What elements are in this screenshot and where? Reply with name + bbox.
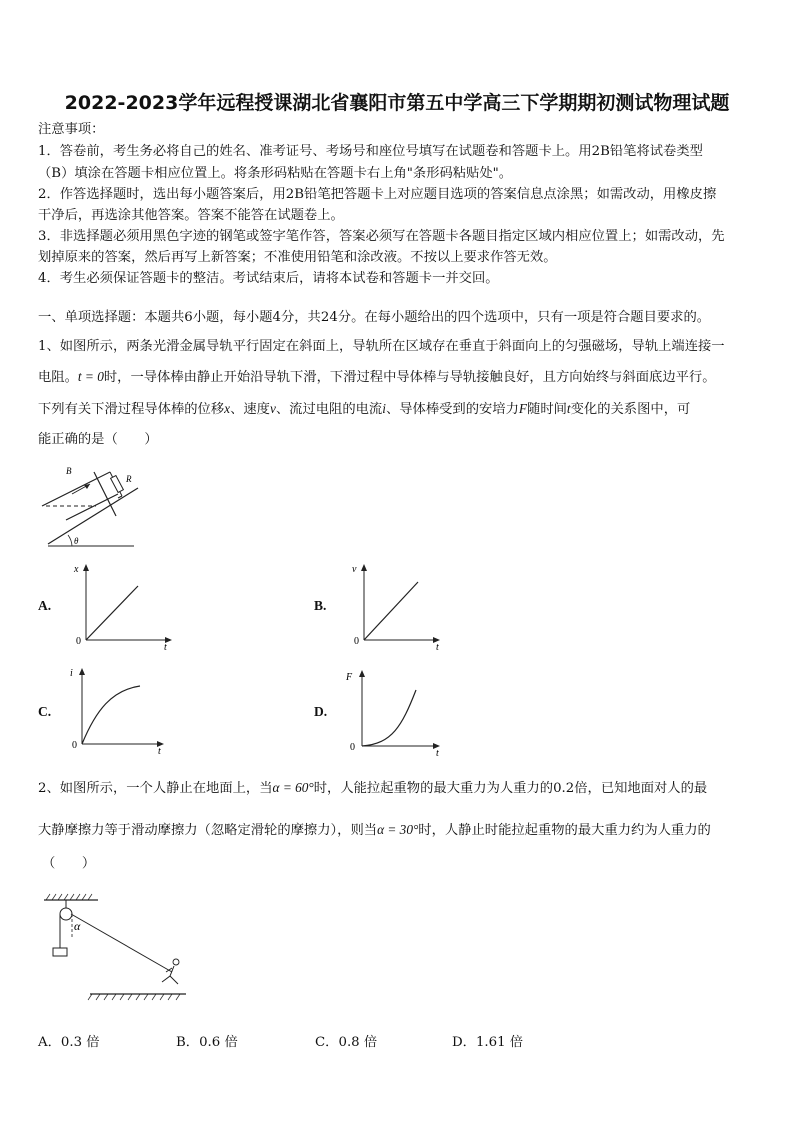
q2-line-2: 大静摩擦力等于滑动摩擦力（忽略定滑轮的摩擦力），则当α = 30°时，人静止时能拉起重物的最大重力约为人重力的	[38, 822, 711, 838]
q1-line-1: 1、如图所示，两条光滑金属导轨平行固定在斜面上，导轨所在区域存在垂直于斜面向上的匀强磁场，导轨上端连接一	[38, 339, 725, 354]
notice-line-2: （B）填涂在答题卡相应位置上。将条形码粘贴在答题卡右上角"条形码粘贴处"。	[38, 166, 513, 181]
svg-text:v: v	[352, 564, 357, 575]
svg-text:0: 0	[354, 636, 359, 647]
q2-math-alpha-60: α = 60°	[272, 780, 314, 795]
q2-pulley-figure	[38, 890, 188, 1005]
q1-label-theta: θ	[74, 536, 79, 546]
svg-text:0: 0	[76, 636, 81, 647]
q2-option-c[interactable]: C．0.8 倍	[315, 1035, 378, 1050]
notice-line-7: 4．考生必须保证答题卡的整洁。考试结束后，请将本试卷和答题卡一并交回。	[38, 271, 499, 286]
q1-option-b-label[interactable]: B.	[314, 598, 327, 613]
svg-text:F: F	[346, 672, 353, 683]
notice-line-1: 1．答卷前，考生务必将自己的姓名、准考证号、考场号和座位号填写在试题卷和答题卡上。用2B铅笔将试卷类型	[38, 144, 703, 159]
q2-line-1: 2、如图所示，一个人静止在地面上，当α = 60°时，人能拉起重物的最大重力为人重力的0.2倍，已知地面对人的最	[38, 780, 708, 796]
svg-text:t: t	[436, 748, 439, 756]
notice-line-4: 干净后，再选涂其他答案。答案不能答在试题卷上。	[38, 208, 344, 223]
q2-option-a[interactable]: A．0.3 倍	[38, 1035, 100, 1050]
q1-line-2: 电阻。t = 0时，一导体棒由静止开始沿导轨下滑，下滑过程中导体棒与导轨接触良好，且方向始终与斜面底边平行。	[38, 369, 716, 385]
q1-option-d-label[interactable]: D.	[314, 704, 328, 719]
svg-text:0: 0	[72, 740, 77, 751]
q1-line-3: 下列有关下滑过程导体棒的位移x、速度v、流过电阻的电流i、导体棒受到的安培力F随时间t变化的关系图中，可	[38, 401, 691, 417]
q2-label-alpha: α	[74, 919, 81, 933]
q2-option-d[interactable]: D．1.61 倍	[452, 1035, 524, 1050]
notice-line-5: 3．非选择题必须用黑色字迹的钢笔或签字笔作答，答案必须写在答题卡各题目指定区域内相应位置上；如需改动，先	[38, 229, 725, 244]
q1-option-a-graph	[60, 560, 180, 652]
q2-line-3: （ ）	[42, 856, 96, 871]
svg-text:0: 0	[350, 742, 355, 753]
q1-label-B: B	[66, 466, 72, 476]
q1-incline-figure	[38, 458, 148, 550]
svg-text:t: t	[164, 642, 167, 652]
svg-text:i: i	[70, 668, 73, 679]
notice-heading: 注意事项：	[38, 122, 105, 137]
section-heading: 一、单项选择题：本题共6小题，每小题4分，共24分。在每小题给出的四个选项中，只有一项是符合题目要求的。	[38, 310, 711, 325]
svg-text:x: x	[74, 564, 79, 575]
svg-text:t: t	[158, 746, 161, 756]
q1-line-4: 能正确的是（ ）	[38, 432, 158, 447]
q1-option-d-graph	[336, 664, 456, 756]
q1-option-a-label[interactable]: A.	[38, 598, 52, 613]
notice-line-3: 2．作答选择题时，选出每小题答案后，用2B铅笔把答题卡上对应题目选项的答案信息点涂黑；如需改动，用橡皮擦	[38, 187, 717, 202]
svg-text:t: t	[436, 642, 439, 652]
q1-option-c-label[interactable]: C.	[38, 704, 52, 719]
page-title: 2022-2023学年远程授课湖北省襄阳市第五中学高三下学期期初测试物理试题	[64, 92, 730, 114]
q1-label-R: R	[126, 474, 132, 484]
notice-line-6: 划掉原来的答案，然后再写上新答案；不准使用铅笔和涂改液。不按以上要求作答无效。	[38, 250, 557, 265]
q1-math-t0: t = 0	[77, 369, 104, 384]
q1-option-c-graph	[56, 664, 176, 756]
q2-option-b[interactable]: B．0.6 倍	[176, 1035, 238, 1050]
q2-math-alpha-30: α = 30°	[377, 822, 419, 837]
q1-option-b-graph	[338, 560, 458, 652]
